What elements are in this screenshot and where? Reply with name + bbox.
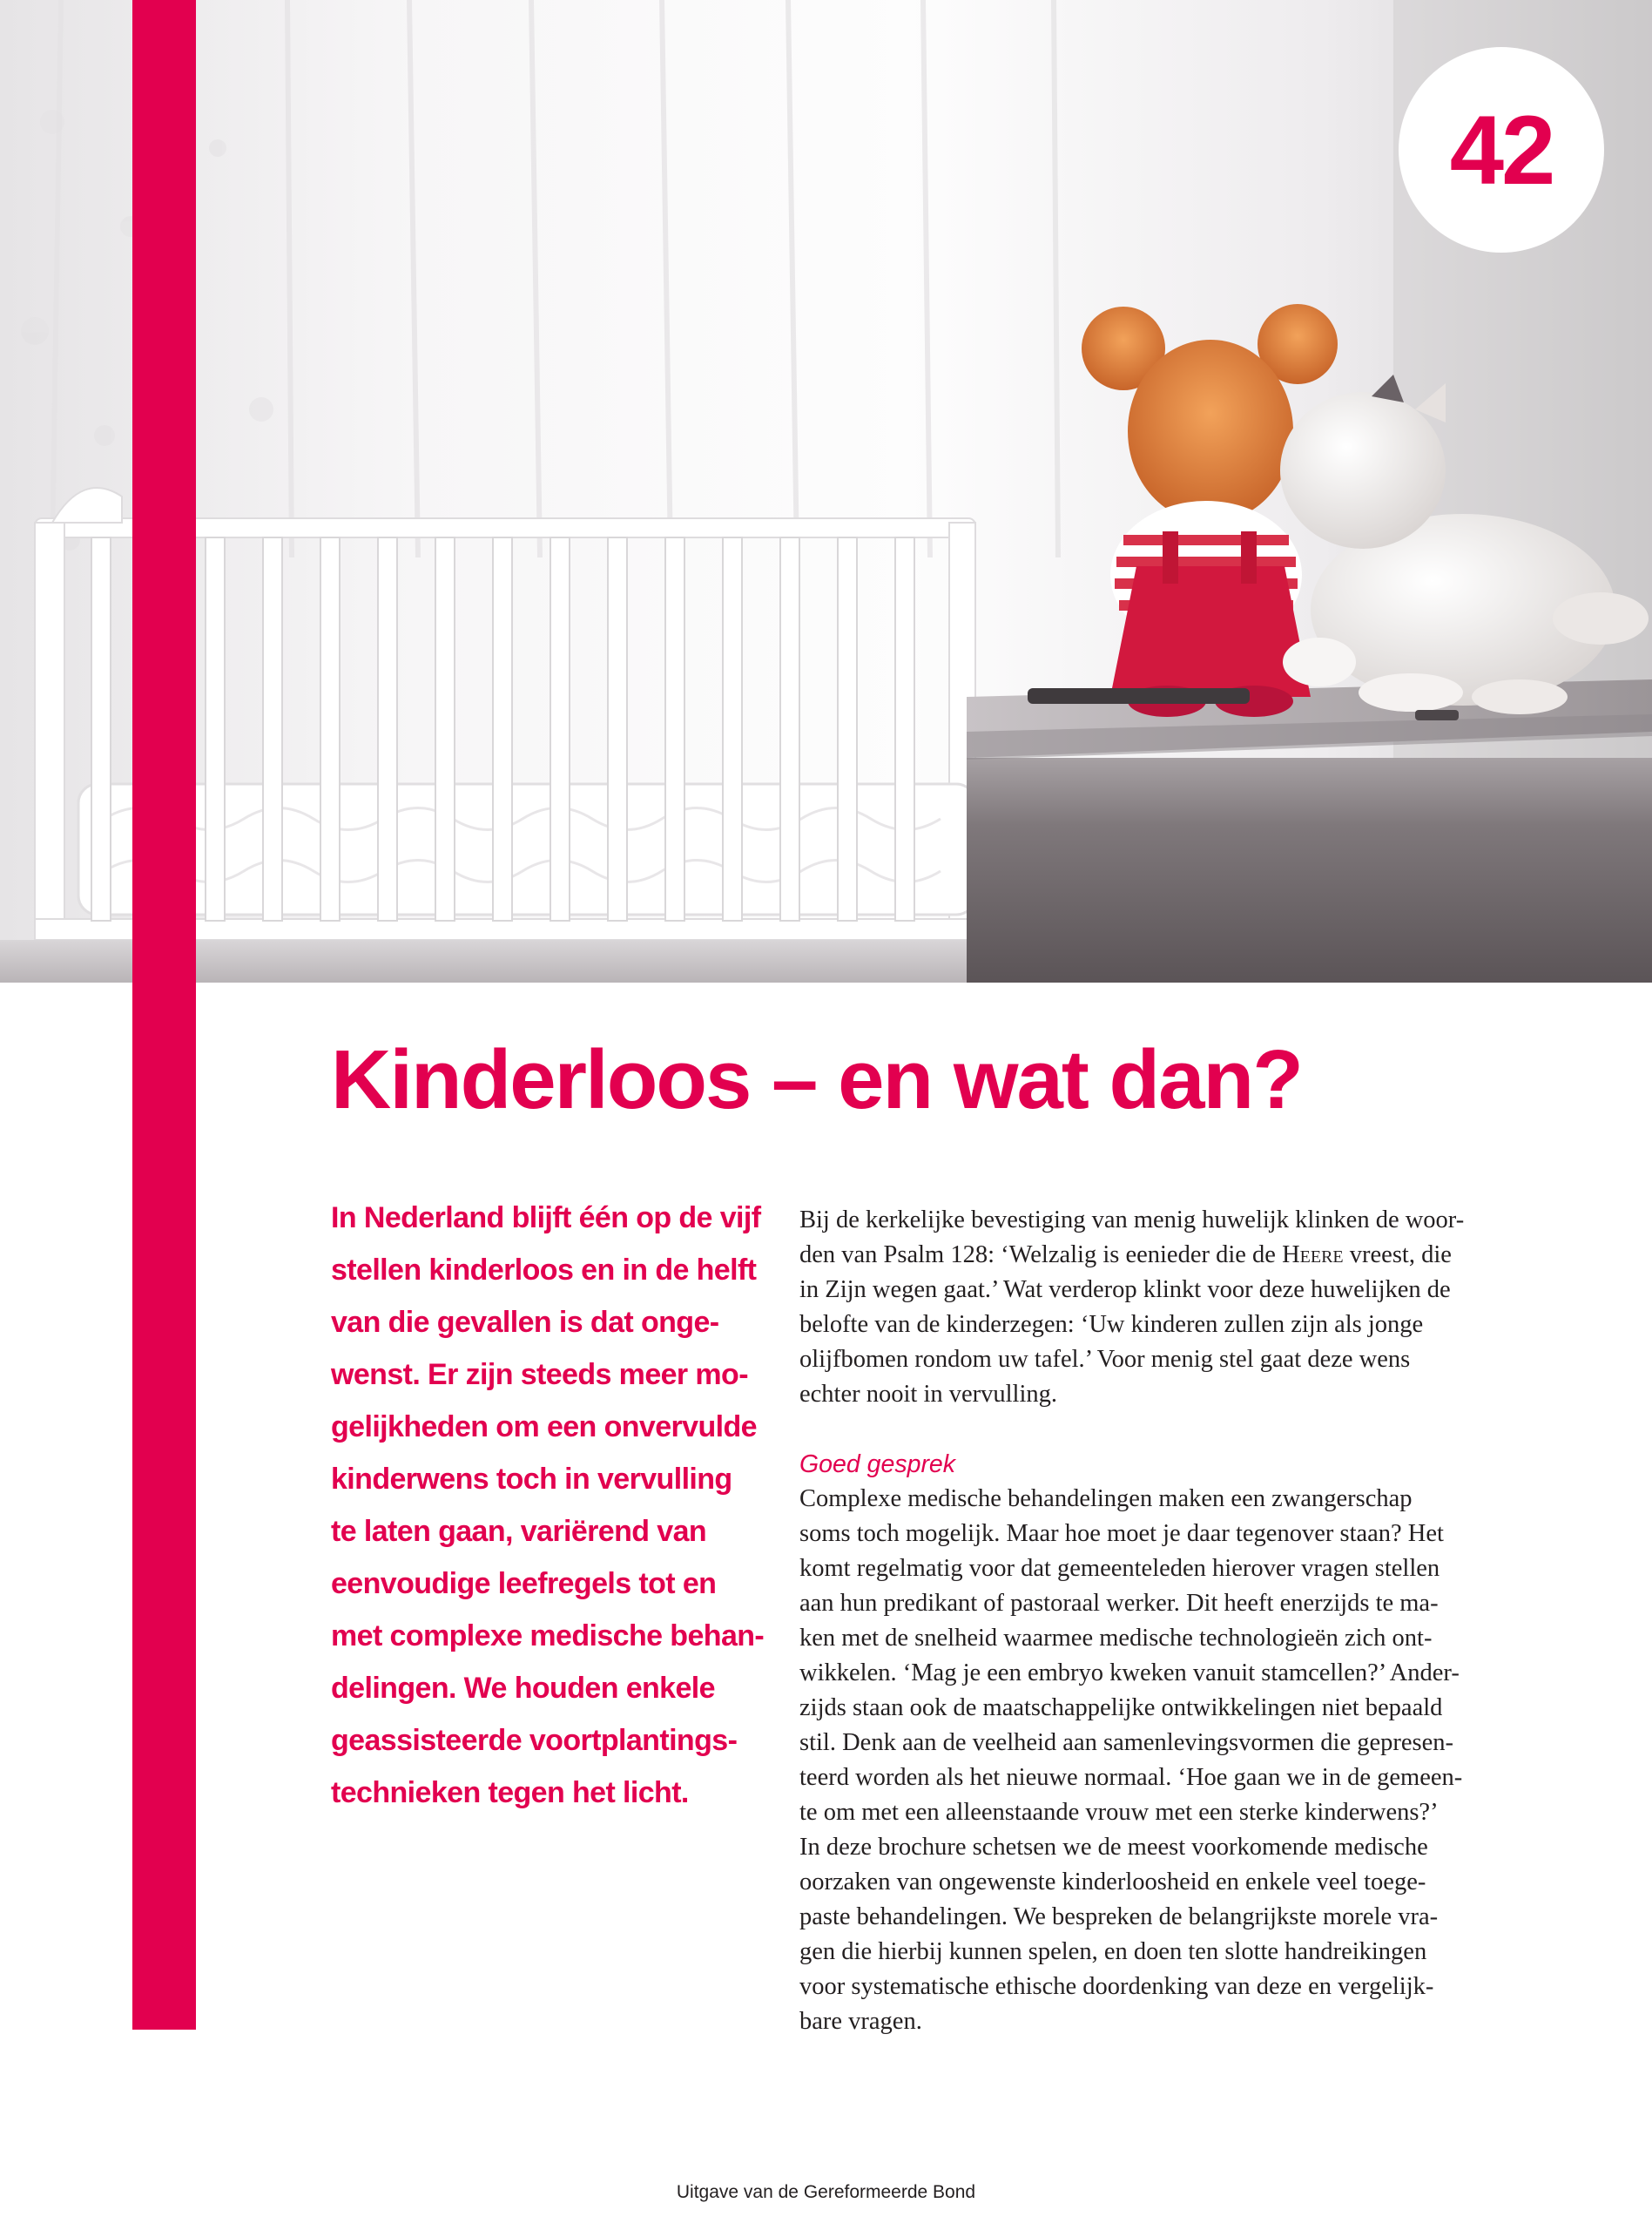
divine-name-smallcaps: Heere — [1282, 1241, 1344, 1268]
body-paragraph-1 — [799, 1203, 1548, 1412]
body-line: gen die hierbij kunnen spelen, en doen ten slotte handreikingen — [799, 1938, 1427, 1965]
body-text-span: den van Psalm 128: ‘Welzalig is eenieder die de — [799, 1241, 1283, 1268]
body-line: stil. Denk aan de veelheid aan samenlevingsvormen die gepresen- — [799, 1729, 1454, 1756]
intro-line: wenst. Er zijn steeds meer mo- — [331, 1358, 748, 1391]
body-line: oorzaken van ongewenste kinderloosheid en enkele veel toege- — [799, 1868, 1426, 1896]
body-line: soms toch mogelijk. Maar hoe moet je daar tegenover staan? Het — [799, 1520, 1444, 1547]
intro-line: technieken tegen het licht. — [331, 1776, 689, 1809]
intro-line: te laten gaan, variërend van — [331, 1515, 707, 1548]
body-line: paste behandelingen. We bespreken de belangrijkste morele vra- — [799, 1903, 1439, 1930]
body-line: aan hun predikant of pastoraal werker. Dit heeft enerzijds te ma- — [799, 1590, 1439, 1617]
body-text-span: vreest, die — [1343, 1241, 1452, 1268]
body-line: te om met een alleenstaande vrouw met een sterke kinderwens?’ — [799, 1799, 1439, 1826]
body-line: teerd worden als het nieuwe normaal. ‘Hoe gaan we in de gemeen- — [799, 1764, 1463, 1791]
body-line: wikkelen. ‘Mag je een embryo kweken vanuit stamcellen?’ Ander- — [799, 1659, 1460, 1686]
body-line: ken met de snelheid waarmee medische technologieën zich ont- — [799, 1625, 1433, 1652]
article-title: Kinderloos – en wat dan? — [331, 1033, 1302, 1126]
body-text — [799, 1203, 1548, 2039]
intro-line: delingen. We houden enkele — [331, 1672, 715, 1705]
body-line: bare vragen. — [799, 2008, 922, 2035]
accent-bar — [132, 0, 196, 2030]
body-line: Complexe medische behandelingen maken een zwangerschap — [799, 1485, 1413, 1512]
body-line: voor systematische ethische doordenking van deze en vergelijk- — [799, 1973, 1434, 2000]
body-paragraph-2 — [799, 1482, 1548, 2039]
intro-line: gelijkheden om een onvervulde — [331, 1410, 757, 1443]
intro-line: met complexe medische behan- — [331, 1619, 765, 1652]
body-line: Bij de kerkelijke bevestiging van menig huwelijk klinken de woor- — [799, 1206, 1465, 1233]
intro-paragraph — [331, 1192, 766, 1819]
intro-line: In Nederland blijft één op de vijf — [331, 1201, 761, 1234]
section-subheading: Goed gesprek — [799, 1450, 956, 1478]
intro-line: stellen kinderloos en in de helft — [331, 1254, 757, 1287]
body-line: In deze brochure schetsen we de meest voorkomende medische — [799, 1834, 1428, 1861]
body-line: belofte van de kinderzegen: ‘Uw kinderen zullen zijn als jonge — [799, 1311, 1424, 1338]
page-number-badge — [1399, 47, 1604, 253]
body-line — [799, 1238, 1548, 1273]
intro-line: eenvoudige leefregels tot en — [331, 1567, 717, 1600]
body-line: olijfbomen rondom uw tafel.’ Voor menig stel gaat deze wens — [799, 1346, 1411, 1373]
intro-line: van die gevallen is dat onge- — [331, 1306, 719, 1339]
body-line: echter nooit in vervulling. — [799, 1381, 1058, 1408]
page-number: 42 — [1449, 95, 1554, 205]
body-line: zijds staan ook de maatschappelijke ontwikkelingen niet bepaald — [799, 1694, 1443, 1721]
publisher-footer: Uitgave van de Gereformeerde Bond — [676, 2182, 976, 2202]
body-line: komt regelmatig voor dat gemeenteleden hierover vragen stellen — [799, 1555, 1440, 1582]
intro-line: kinderwens toch in vervulling — [331, 1463, 732, 1496]
intro-line: geassisteerde voortplantings- — [331, 1724, 738, 1757]
body-line: in Zijn wegen gaat.’ Wat verderop klinkt voor deze huwelijken de — [799, 1276, 1451, 1303]
